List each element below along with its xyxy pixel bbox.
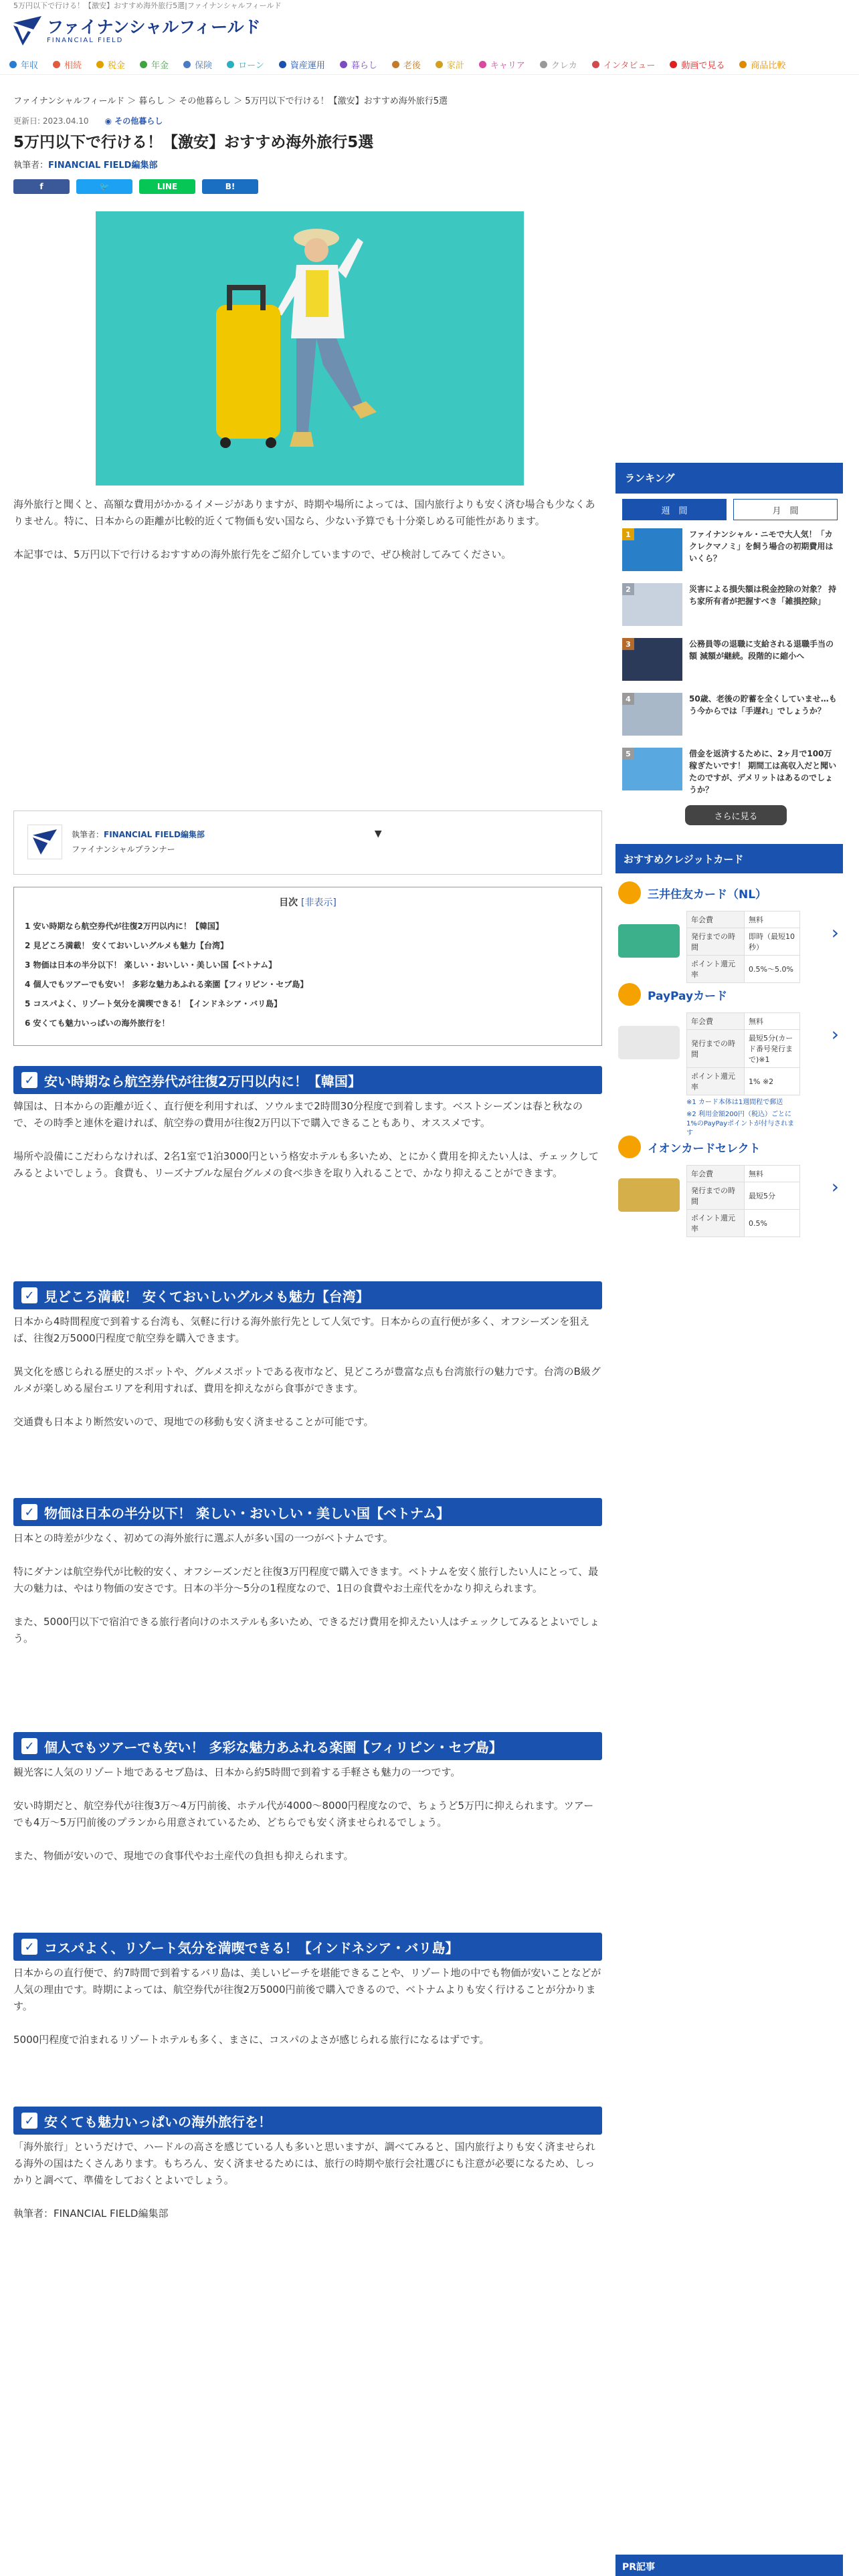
- section-body: [13, 1764, 602, 1864]
- rank-number: 3: [622, 638, 634, 650]
- credit-card-item[interactable]: [618, 983, 842, 1138]
- nav-item[interactable]: [279, 58, 325, 71]
- chevron-right-icon[interactable]: ›: [831, 922, 839, 944]
- nav-item-label: 相続: [64, 61, 82, 71]
- author-link[interactable]: FINANCIAL FIELD編集部: [48, 160, 158, 171]
- nav-item-label: 動画で見る: [681, 61, 725, 71]
- nav-item[interactable]: [183, 58, 212, 71]
- section-heading-text: 安くても魅力いっぱいの海外旅行を！: [44, 2113, 272, 2130]
- ranking-item[interactable]: [622, 528, 838, 579]
- ranking-title: 借金を返済するために、2ヶ月で100万稼ぎたいです！ 期間工は高収入だと聞いたのですが、デメリットはあるのでしょうか？: [689, 749, 837, 794]
- card-image: [618, 1178, 680, 1212]
- author-box-label: 執筆者：: [72, 830, 104, 839]
- nav-category-icon: [9, 61, 17, 68]
- section-paragraph: 特にダナンは航空券代が比較的安く、オフシーズンだと往復3万円程度で購入できます。ベトナムを安く旅行したい人にとって、最大の魅力は、やはり物価の安さです。日本の半分～5分の1程度なので、1日の食費やお土産代をかなり抑えられます。: [13, 1566, 599, 1594]
- card-name-label: 三井住友カード（NL）: [648, 887, 767, 901]
- section-body: [13, 1098, 602, 1182]
- table-row: [687, 1013, 800, 1030]
- pr-header: PR記事: [615, 2555, 843, 2576]
- section-paragraph: 場所や設備にこだわらなければ、2名1室で1泊3000円という格安ホテルも多いため、とにかく費用を抑えたい人は、チェックしてみるとよいでしょう。食費も、リーズナブルな屋台グルメの食べ歩きを取り入れることで、かなり抑えることができます。: [13, 1150, 599, 1179]
- nav-item-label: 年金: [151, 61, 169, 71]
- section-paragraph: 日本から4時間程度で到着する台湾も、気軽に行ける海外旅行先として人気です。日本からの直行便が多く、オフシーズンを狙えば、往復2万5000円程度で航空券を購入できます。: [13, 1315, 590, 1344]
- spec-label: 年会費: [687, 1166, 745, 1182]
- cc-header: おすすめクレジットカード: [615, 844, 843, 873]
- card-name: [618, 983, 842, 1006]
- spec-value: 0.5%: [745, 1210, 800, 1237]
- share-buttons: [13, 179, 258, 194]
- check-icon: ✓: [21, 1072, 37, 1088]
- ranking-item[interactable]: [622, 638, 838, 689]
- section-paragraph: 「海外旅行」というだけで、ハードルの高さを感じている人も多いと思いますが、調べてみると、国内旅行よりも安く済ませられる海外の国はたくさんあります。もちろん、安く済ませるためには、旅行の時期や旅行会社選びにも注意が必要になるため、しっかりと調べて、準備をしておくとよいでしょう。: [13, 2141, 595, 2186]
- nav-item[interactable]: [479, 58, 525, 71]
- ranking-thumbnail: [622, 638, 682, 681]
- share-button[interactable]: 🐦: [76, 179, 132, 194]
- expand-arrow-icon[interactable]: ▼: [374, 829, 382, 839]
- nav-item-label: ローン: [238, 61, 264, 71]
- rank-number: 2: [622, 583, 634, 595]
- spec-label: 年会費: [687, 1013, 745, 1030]
- table-row: [687, 1030, 800, 1068]
- breadcrumb-link[interactable]: 5万円以下で行ける！【激安】おすすめ海外旅行5選: [245, 96, 448, 106]
- check-icon: ✓: [21, 1738, 37, 1754]
- card-body: [618, 1012, 842, 1138]
- nav-item[interactable]: [739, 58, 785, 71]
- toc-item[interactable]: 5 コスパよく、リゾート気分を満喫できる！【インドネシア・バリ島】: [25, 999, 282, 1008]
- author-avatar-icon: [27, 825, 62, 859]
- section-heading-text: 物価は日本の半分以下！ 楽しい・おいしい・美しい国【ベトナム】: [44, 1505, 450, 1521]
- nav-item[interactable]: [53, 58, 82, 71]
- more-button[interactable]: さらに見る: [685, 805, 787, 825]
- section-heading: [13, 1066, 602, 1094]
- nav-category-icon: [670, 61, 677, 68]
- section-body: [13, 1530, 602, 1647]
- nav-item[interactable]: [9, 58, 38, 71]
- card-spec-table: [686, 1165, 800, 1237]
- tab-weekly[interactable]: 週 間: [622, 499, 727, 520]
- nav-item-label: 保険: [195, 61, 213, 71]
- section-heading: [13, 1281, 602, 1309]
- nav-category-icon: [140, 61, 147, 68]
- author-box-role: ファイナンシャルプランナー: [72, 845, 175, 854]
- nav-category-icon: [96, 61, 104, 68]
- section-heading-text: 安い時期なら航空券代が往復2万円以内に！【韓国】: [44, 1073, 361, 1089]
- tab-monthly[interactable]: 月 間: [733, 499, 838, 520]
- spec-label: ポイント還元率: [687, 1068, 745, 1095]
- table-row: [687, 1166, 800, 1182]
- intro: [13, 496, 602, 563]
- breadcrumb: [13, 94, 450, 106]
- nav-item[interactable]: [540, 58, 577, 71]
- card-image: [618, 1026, 680, 1059]
- check-icon: ✓: [21, 2113, 37, 2129]
- spec-label: ポイント還元率: [687, 956, 745, 983]
- spec-label: ポイント還元率: [687, 1210, 745, 1237]
- toc-item[interactable]: 4 個人でもツアーでも安い！ 多彩な魅力あふれる楽園【フィリピン・セブ島】: [25, 980, 308, 989]
- table-row: [687, 956, 800, 983]
- toc-title-label: 目次: [279, 897, 298, 908]
- section-paragraph: また、5000円以下で宿泊できる旅行者向けのホステルも多いため、できるだけ費用を抑えたい人はチェックしてみるとよいでしょう。: [13, 1616, 600, 1644]
- section-paragraph: また、物価が安いので、現地での食事代やお土産代の負担も抑えられます。: [13, 1850, 354, 1862]
- spec-value: 0.5%～5.0%: [745, 956, 800, 983]
- ranking-tabs: [622, 499, 838, 520]
- logo-name: ファイナンシャルフィールド: [47, 17, 261, 37]
- ranking-header: ランキング: [615, 463, 843, 494]
- spec-value: 最短5分(カード番号発行まで)※1: [745, 1030, 800, 1068]
- nav-item-label: 暮らし: [351, 61, 377, 71]
- section-heading: [13, 1498, 602, 1526]
- check-icon: ✓: [21, 1939, 37, 1955]
- section-heading-text: コスパよく、リゾート気分を満喫できる！【インドネシア・バリ島】: [44, 1939, 459, 1956]
- toc-item[interactable]: 6 安くても魅力いっぱいの海外旅行を！: [25, 1018, 170, 1028]
- spec-label: 発行までの時間: [687, 1030, 745, 1068]
- nav-item-label: インタビュー: [603, 61, 656, 71]
- section-heading: [13, 2107, 602, 2135]
- spec-value: 最短5分: [745, 1182, 800, 1210]
- card-name-label: PayPayカード: [648, 989, 728, 1003]
- coin-icon: [618, 983, 641, 1006]
- card-note: ※1 カード本体は1週間程で郵送: [686, 1099, 783, 1106]
- ranking-item[interactable]: [622, 693, 838, 744]
- nav-item[interactable]: [436, 58, 464, 71]
- nav-item[interactable]: [392, 58, 421, 71]
- check-icon: ✓: [21, 1287, 37, 1303]
- author-label: 執筆者：: [13, 160, 49, 171]
- nav-category-icon: [227, 61, 234, 68]
- section-paragraph: 日本からの直行便で、約7時間で到着するバリ島は、美しいビーチを堪能できることや、リゾート地の中でも物価が安いことなどが人気の理由です。時期によっては、航空券代が往復2万5000円前後で購入できるので、ベトナムよりも安く行けることが分かります。: [13, 1967, 601, 2012]
- rank-number: 1: [622, 528, 634, 540]
- breadcrumb-separator: ＞: [127, 96, 136, 106]
- chevron-right-icon[interactable]: ›: [831, 1176, 839, 1198]
- nav-category-icon: [540, 61, 547, 68]
- section-heading: [13, 1732, 602, 1760]
- card-name-label: イオンカードセレクト: [648, 1142, 761, 1156]
- nav-category-icon: [592, 61, 599, 68]
- section-body: [13, 2139, 602, 2222]
- author-line: [13, 158, 157, 171]
- share-button[interactable]: f: [13, 179, 70, 194]
- rank-number: 4: [622, 693, 634, 705]
- toc-item[interactable]: 3 物価は日本の半分以下！ 楽しい・おいしい・美しい国【ベトナム】: [25, 960, 277, 970]
- nav-category-icon: [392, 61, 399, 68]
- logo-sub: FINANCIAL FIELD: [47, 36, 124, 44]
- section-paragraph: 日本との時差が少なく、初めての海外旅行に選ぶ人が多い国の一つがベトナムです。: [13, 1532, 393, 1544]
- hero-image: [96, 211, 524, 486]
- coin-icon: [618, 881, 641, 904]
- card-spec-table: [686, 911, 800, 983]
- spec-value: 即時（最短10秒）: [745, 928, 800, 956]
- card-body: [618, 911, 842, 983]
- nav-category-icon: [479, 61, 486, 68]
- ranking-title: 50歳、老後の貯蓄を全くしていませ…もう今からでは「手遅れ」でしょうか？: [689, 694, 837, 716]
- card-name: [618, 881, 842, 904]
- credit-card-item[interactable]: [618, 881, 842, 983]
- nav-category-icon: [340, 61, 347, 68]
- nav-item[interactable]: [140, 58, 169, 71]
- nav-item-label: 資産運用: [290, 61, 325, 71]
- section-heading: [13, 1933, 602, 1961]
- category-nav: [0, 55, 859, 75]
- nav-item[interactable]: [340, 58, 377, 71]
- spec-value: 無料: [745, 1166, 800, 1182]
- section-paragraph: 5000円程度で泊まれるリゾートホテルも多く、まさに、コスパのよさが感じられる旅行になるはずです。: [13, 2034, 490, 2046]
- nav-category-icon: [436, 61, 443, 68]
- section-body: [13, 1965, 602, 2048]
- nav-item[interactable]: [96, 58, 125, 71]
- breadcrumb-separator: ＞: [233, 96, 243, 106]
- nav-item-label: 商品比較: [751, 61, 786, 71]
- nav-item-label: 年収: [21, 61, 39, 71]
- nav-category-icon: [279, 61, 286, 68]
- spec-value: 無料: [745, 911, 800, 928]
- spec-value: 1% ※2: [745, 1068, 800, 1095]
- intro-paragraph: 本記事では、5万円以下で行けるおすすめの海外旅行先をご紹介していますので、ぜひ検討してみてください。: [13, 548, 512, 560]
- intro-paragraph: 海外旅行と聞くと、高額な費用がかかるイメージがありますが、時期や場所によっては、国内旅行よりも安く済む場合も少なくありません。特に、日本からの距離が比較的近くて物価も安い国なら、少ない予算でも十分楽しめる可能性があります。: [13, 498, 595, 527]
- toc-item[interactable]: 1 安い時期なら航空券代が往復2万円以内に！【韓国】: [25, 922, 223, 931]
- table-row: [687, 911, 800, 928]
- author-box: [13, 811, 602, 875]
- ranking-title: 災害による損失額は税金控除の対象？ 持ち家所有者が把握すべき「雑損控除」: [689, 584, 837, 606]
- ranking-item[interactable]: [622, 583, 838, 634]
- card-details: [686, 1165, 800, 1237]
- ranking-thumbnail: [622, 693, 682, 736]
- page-title: 5万円以下で行ける！【激安】おすすめ海外旅行5選: [13, 134, 374, 151]
- updated-date: 更新日: 2023.04.10: [13, 116, 89, 126]
- card-body: [618, 1165, 842, 1237]
- ranking-thumbnail: [622, 528, 682, 571]
- share-button[interactable]: B!: [202, 179, 258, 194]
- card-details: [686, 911, 800, 983]
- category-tag-label: その他暮らし: [114, 116, 163, 126]
- table-row: [687, 928, 800, 956]
- section-paragraph: 韓国は、日本からの距離が近く、直行便を利用すれば、ソウルまで2時間30分程度で到着します。ベストシーズンは春と秋なので、その時季と連休を避ければ、航空券の費用が往復2万円以下で購入できることもあり、オススメです。: [13, 1100, 583, 1129]
- ranking-item[interactable]: [622, 748, 838, 798]
- spec-label: 発行までの時間: [687, 1182, 745, 1210]
- section-paragraph: 観光客に人気のリゾート地であるセブ島は、日本から約5時間で到着する手軽さも魅力の一つです。: [13, 1766, 461, 1778]
- card-spec-table: [686, 1012, 800, 1095]
- nav-item[interactable]: [670, 58, 725, 71]
- ranking-title: ファイナンシャル・ニモで大人気！「カクレクマノミ」を飼う場合の初期費用はいくら？: [689, 530, 834, 563]
- nav-item-label: 家計: [446, 61, 464, 71]
- table-row: [687, 1068, 800, 1095]
- rank-number: 5: [622, 748, 634, 760]
- nav-item-label: キャリア: [490, 61, 525, 71]
- nav-item-label: 老後: [403, 61, 421, 71]
- site-logo[interactable]: [13, 16, 261, 45]
- breadcrumb-separator: ＞: [167, 96, 177, 106]
- section-paragraph: 執筆者：FINANCIAL FIELD編集部: [13, 2208, 169, 2220]
- section-heading-text: 見どころ満載！ 安くておいしいグルメも魅力【台湾】: [44, 1288, 369, 1305]
- toc-title: [25, 895, 591, 909]
- table-of-contents: [13, 887, 602, 1046]
- card-image: [618, 924, 680, 958]
- spec-label: 発行までの時間: [687, 928, 745, 956]
- nav-item[interactable]: [227, 58, 264, 71]
- section-heading-text: 個人でもツアーでも安い！ 多彩な魅力あふれる楽園【フィリピン・セブ島】: [44, 1739, 502, 1755]
- card-details: [686, 1012, 800, 1138]
- author-box-name[interactable]: FINANCIAL FIELD編集部: [104, 830, 205, 839]
- toc-item[interactable]: 2 見どころ満載！ 安くておいしいグルメも魅力【台湾】: [25, 941, 228, 950]
- ranking-title: 公務員等の退職に支給される退職手当の額 減額が継続。段階的に縮小へ: [689, 639, 834, 661]
- breadcrumb-link[interactable]: ファイナンシャルフィールド: [13, 96, 125, 106]
- nav-category-icon: [53, 61, 60, 68]
- table-row: [687, 1210, 800, 1237]
- logo-mark-icon: [13, 16, 41, 45]
- card-note: ※2 利用金額200円（税込）ごとに1%のPayPayポイントが付与されます: [686, 1111, 795, 1137]
- nav-item-label: 税金: [108, 61, 126, 71]
- browser-title: 5万円以下で行ける！【激安】おすすめ海外旅行5選|ファイナンシャルフィールド: [13, 1, 282, 10]
- category-tag[interactable]: ◉ その他暮らし: [104, 116, 163, 126]
- section-body: [13, 1313, 602, 1430]
- nav-item-label: クレカ: [551, 61, 577, 71]
- ranking-thumbnail: [622, 583, 682, 626]
- section-paragraph: 交通費も日本より断然安いので、現地での移動も安く済ませることが可能です。: [13, 1416, 374, 1428]
- nav-category-icon: [739, 61, 747, 68]
- spec-label: 年会費: [687, 911, 745, 928]
- coin-icon: [618, 1136, 641, 1158]
- section-paragraph: 安い時期だと、航空券代が往復3万～4万円前後、ホテル代が4000～8000円程度なので、ちょうど5万円に抑えられます。ツアーでも4万～5万円前後のプランから用意されているため、どちらでも安く済ませられるでしょう。: [13, 1800, 594, 1828]
- ranking-thumbnail: [622, 748, 682, 790]
- nav-item[interactable]: [592, 58, 655, 71]
- spec-value: 無料: [745, 1013, 800, 1030]
- breadcrumb-link[interactable]: 暮らし: [138, 96, 165, 106]
- credit-card-item[interactable]: [618, 1136, 842, 1237]
- toc-toggle[interactable]: [非表示]: [300, 897, 337, 908]
- section-paragraph: 異文化を感じられる歴史的スポットや、グルメスポットである夜市など、見どころが豊富な点も台湾旅行の魅力です。台湾のB級グルメが楽しめる屋台エリアを利用すれば、費用を抑えながら食事ができます。: [13, 1366, 601, 1394]
- breadcrumb-link[interactable]: その他暮らし: [179, 96, 231, 106]
- article-meta: [13, 115, 163, 126]
- card-name: [618, 1136, 842, 1158]
- chevron-right-icon[interactable]: ›: [831, 1023, 839, 1045]
- table-row: [687, 1182, 800, 1210]
- check-icon: ✓: [21, 1504, 37, 1520]
- nav-category-icon: [183, 61, 191, 68]
- share-button[interactable]: LINE: [139, 179, 195, 194]
